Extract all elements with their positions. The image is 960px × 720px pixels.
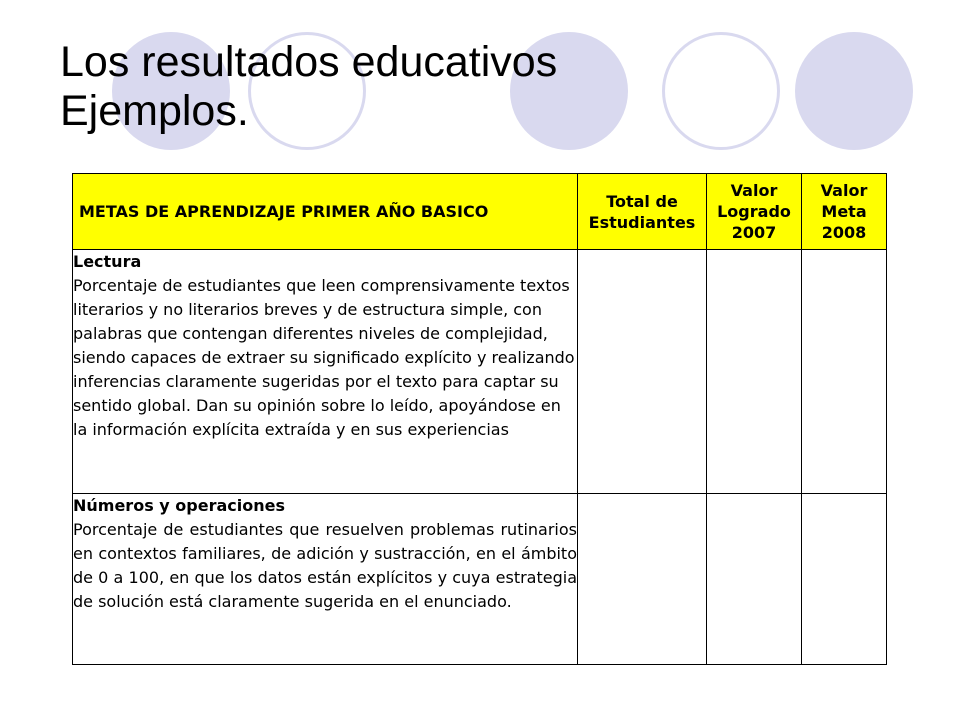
total-students-cell — [578, 494, 707, 665]
table-row — [73, 494, 887, 665]
header-achieved-value — [707, 174, 802, 250]
header-total-line: Estudiantes — [588, 212, 696, 232]
slide-title-line-1: Los resultados educativos — [60, 38, 558, 86]
slide-title-line-2: Ejemplos. — [60, 87, 249, 135]
total-students-cell — [578, 250, 707, 494]
target-value-cell — [802, 494, 887, 665]
header-target-line: Valor — [820, 181, 868, 200]
header-total-students — [578, 174, 707, 250]
slide-title — [60, 38, 557, 136]
goal-text: Porcentaje de estudiantes que leen comprensivamente textos literarios y no literarios breves y de estructura simple, con palabras que contengan diferentes niveles de complejidad, siendo capaces de extraer su significado explícito y realizando inferencias claramente sugeridas por el texto para captar su sentido global. Dan su opinión sobre lo leído, apoyándose en la información explícita extraída y en sus experiencias — [73, 276, 575, 439]
achieved-value-cell — [707, 250, 802, 494]
header-target-value — [802, 174, 887, 250]
table-row — [73, 250, 887, 494]
header-target-line: 2008 — [821, 223, 867, 242]
decorative-circle-filled — [795, 32, 913, 150]
header-achieved-line: Valor — [730, 181, 778, 200]
header-goals: METAS DE APRENDIZAJE PRIMER AÑO BASICO — [73, 174, 578, 250]
target-value-cell — [802, 250, 887, 494]
achieved-value-cell — [707, 494, 802, 665]
decorative-circle-outline — [662, 32, 780, 150]
learning-goals-table — [72, 173, 887, 665]
header-target-line: Meta — [821, 202, 867, 221]
goal-text: Porcentaje de estudiantes que resuelven problemas rutinarios en contextos familiares, de adición y sustracción, en el ámbito de 0 a 100, en que los datos están explícitos y cuya estrategia de solución está claramente sugerida en el enunciado. — [73, 520, 577, 611]
goal-description-cell — [73, 250, 578, 494]
header-total-line: Total de — [606, 191, 678, 211]
header-achieved-line: Logrado — [717, 202, 791, 221]
goal-title: Números y operaciones — [73, 496, 285, 515]
goal-description-cell — [73, 494, 578, 665]
header-achieved-line: 2007 — [731, 223, 777, 242]
goal-title: Lectura — [73, 252, 142, 271]
table-header-row — [73, 174, 887, 250]
